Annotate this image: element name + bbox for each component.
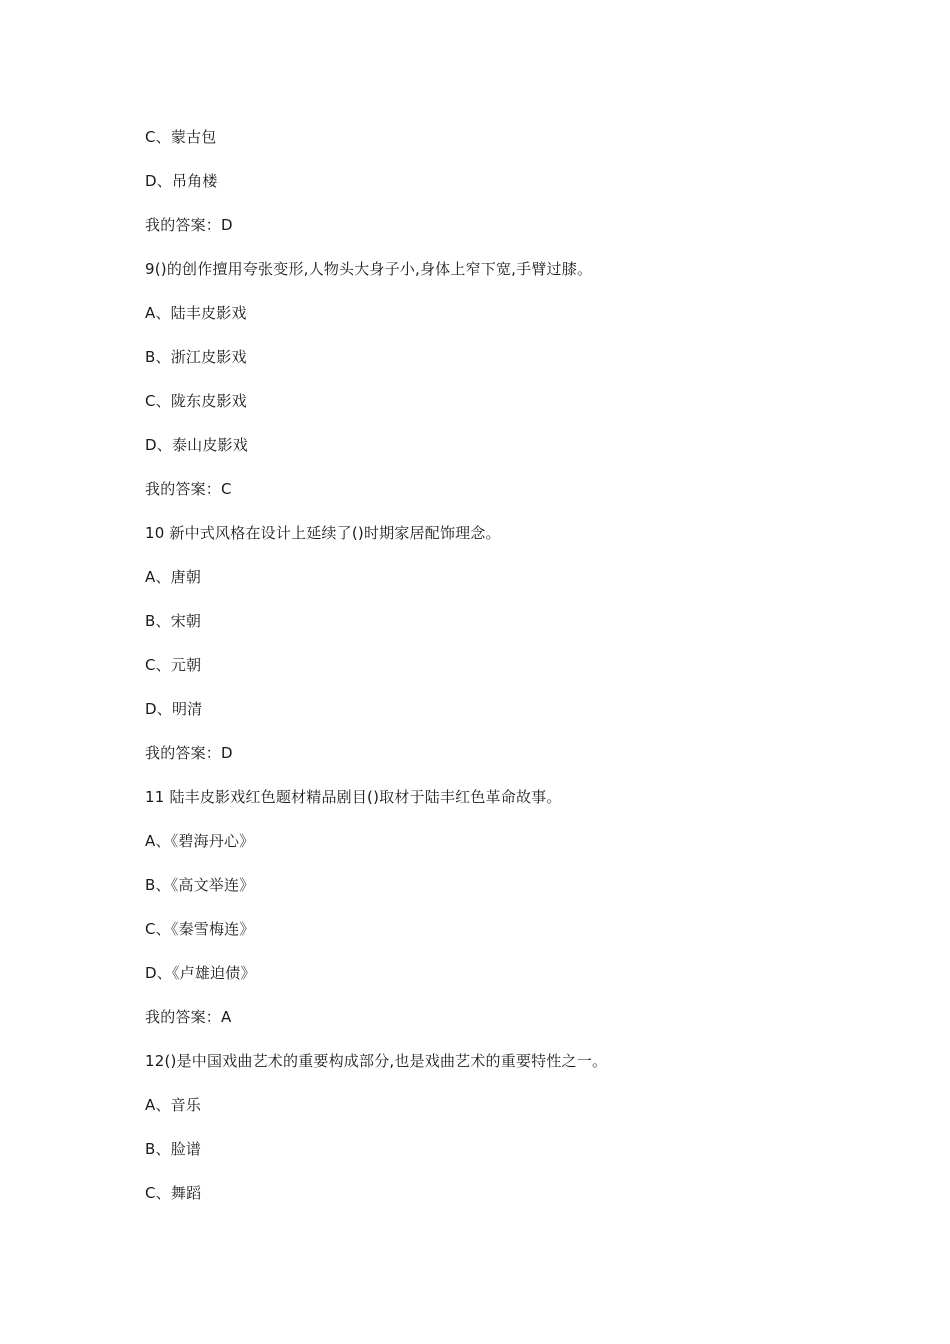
option-line: D、吊角楼 [145, 172, 218, 190]
option-line: B、脸谱 [145, 1140, 202, 1158]
question-line: 12()是中国戏曲艺术的重要构成部分,也是戏曲艺术的重要特性之一。 [145, 1052, 608, 1070]
answer-line: 我的答案：D [145, 744, 233, 762]
option-line: C、舞蹈 [145, 1184, 202, 1202]
answer-line: 我的答案：C [145, 480, 232, 498]
option-line: B、宋朝 [145, 612, 202, 630]
option-line: D、《卢雄迫债》 [145, 964, 256, 982]
option-line: A、音乐 [145, 1096, 202, 1114]
option-line: D、明清 [145, 700, 203, 718]
answer-line: 我的答案：A [145, 1008, 232, 1026]
option-line: C、元朝 [145, 656, 202, 674]
option-line: A、陆丰皮影戏 [145, 304, 247, 322]
question-line: 10 新中式风格在设计上延续了()时期家居配饰理念。 [145, 524, 501, 542]
option-line: C、蒙古包 [145, 128, 217, 146]
option-line: B、《高文举连》 [145, 876, 255, 894]
question-line: 9()的创作擅用夸张变形,人物头大身子小,身体上窄下宽,手臂过膝。 [145, 260, 593, 278]
answer-line: 我的答案：D [145, 216, 233, 234]
option-line: A、唐朝 [145, 568, 202, 586]
option-line: C、《秦雪梅连》 [145, 920, 255, 938]
option-line: D、泰山皮影戏 [145, 436, 248, 454]
question-line: 11 陆丰皮影戏红色题材精品剧目()取材于陆丰红色革命故事。 [145, 788, 562, 806]
option-line: A、《碧海丹心》 [145, 832, 255, 850]
option-line: B、浙江皮影戏 [145, 348, 247, 366]
option-line: C、陇东皮影戏 [145, 392, 247, 410]
